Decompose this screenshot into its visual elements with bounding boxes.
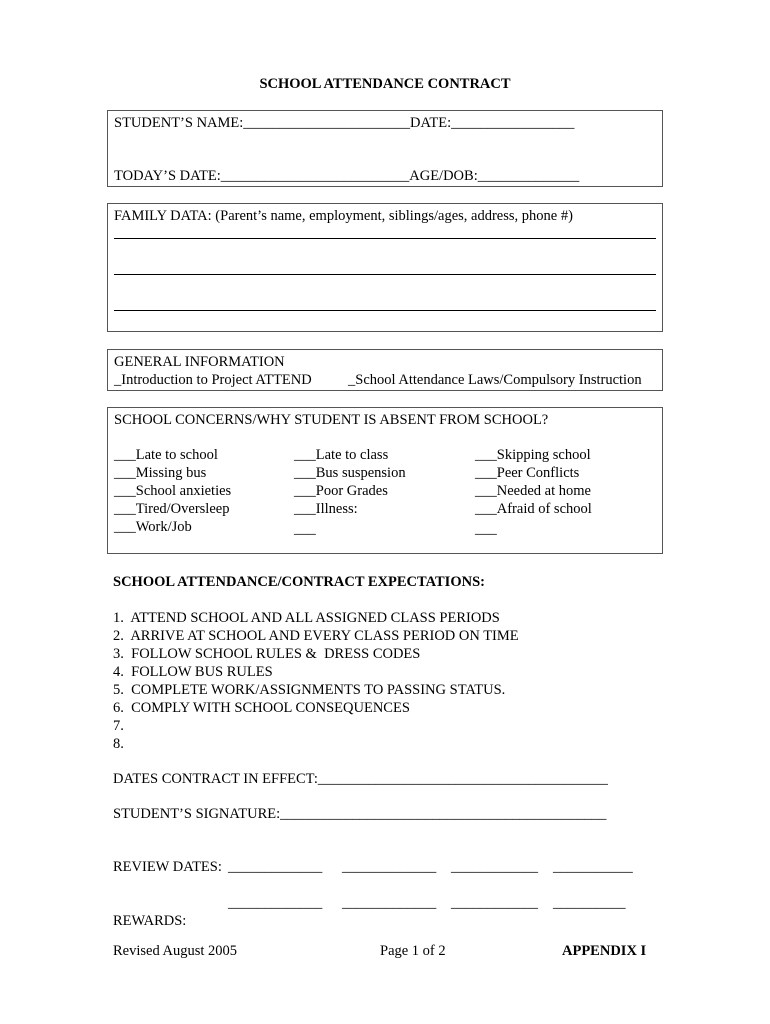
form-title: SCHOOL ATTENDANCE CONTRACT xyxy=(259,76,511,92)
concern-item[interactable]: ___Skipping school xyxy=(475,447,591,463)
concerns-heading: SCHOOL CONCERNS/WHY STUDENT IS ABSENT FROM SCHOOL? xyxy=(114,412,549,428)
review-date-field[interactable]: _____________ xyxy=(228,859,323,875)
expectation-item[interactable]: 7. xyxy=(113,718,124,734)
general-info-box xyxy=(107,349,663,391)
concern-item[interactable]: ___Afraid of school xyxy=(475,501,592,517)
page-number: Page 1 of 2 xyxy=(380,943,446,959)
dates-contract-in-effect[interactable]: DATES CONTRACT IN EFFECT:________________________________________ xyxy=(113,771,608,787)
review-date-field[interactable]: ____________ xyxy=(451,895,538,911)
family-line-2[interactable] xyxy=(114,274,656,275)
family-line-3[interactable] xyxy=(114,310,656,311)
revised-date: Revised August 2005 xyxy=(113,943,238,959)
concern-item[interactable]: ___Peer Conflicts xyxy=(475,465,580,481)
student-info-box xyxy=(107,110,663,187)
general-info-heading: GENERAL INFORMATION xyxy=(114,354,285,370)
todays-date-age-line[interactable]: TODAY’S DATE:__________________________AGE/DOB:______________ xyxy=(114,168,580,184)
concern-item[interactable]: ___Poor Grades xyxy=(294,483,388,499)
expectation-item: 4. FOLLOW BUS RULES xyxy=(113,664,273,680)
general-item-intro[interactable]: _Introduction to Project ATTEND xyxy=(114,372,312,388)
review-date-field[interactable]: _____________ xyxy=(342,895,437,911)
concern-item[interactable]: ___Illness: xyxy=(294,501,358,517)
family-data-box xyxy=(107,203,663,332)
review-date-field[interactable]: _____________ xyxy=(228,895,323,911)
school-concerns-box xyxy=(107,407,663,554)
expectation-item: 6. COMPLY WITH SCHOOL CONSEQUENCES xyxy=(113,700,410,716)
rewards-label: REWARDS: xyxy=(113,913,187,929)
general-item-laws[interactable]: _School Attendance Laws/Compulsory Instruction xyxy=(348,372,642,388)
concern-item[interactable]: ___Needed at home xyxy=(475,483,591,499)
family-data-label: FAMILY DATA: (Parent’s name, employment, siblings/ages, address, phone #) xyxy=(114,208,573,224)
concern-item[interactable]: ___School anxieties xyxy=(114,483,232,499)
expectation-item: 5. COMPLETE WORK/ASSIGNMENTS TO PASSING STATUS. xyxy=(113,682,506,698)
expectation-item[interactable]: 8. xyxy=(113,736,124,752)
review-date-field[interactable]: __________ xyxy=(553,895,626,911)
expectation-item: 1. ATTEND SCHOOL AND ALL ASSIGNED CLASS PERIODS xyxy=(113,610,500,626)
review-date-field[interactable]: _____________ xyxy=(342,859,437,875)
review-date-field[interactable]: ___________ xyxy=(553,859,633,875)
concern-item[interactable]: ___Late to school xyxy=(114,447,218,463)
concern-item[interactable]: ___Tired/Oversleep xyxy=(114,501,230,517)
concern-item[interactable]: ___Missing bus xyxy=(114,465,207,481)
concern-item[interactable]: ___Late to class xyxy=(294,447,389,463)
expectations-heading: SCHOOL ATTENDANCE/CONTRACT EXPECTATIONS: xyxy=(113,574,485,590)
expectation-item: 3. FOLLOW SCHOOL RULES & DRESS CODES xyxy=(113,646,421,662)
appendix-label: APPENDIX I xyxy=(562,943,647,959)
concern-item[interactable]: ___Bus suspension xyxy=(294,465,406,481)
review-date-field[interactable]: ____________ xyxy=(451,859,538,875)
concern-item[interactable]: ___ xyxy=(294,521,316,537)
expectation-item: 2. ARRIVE AT SCHOOL AND EVERY CLASS PERIOD ON TIME xyxy=(113,628,519,644)
concern-item[interactable]: ___Work/Job xyxy=(114,519,192,535)
review-dates-label: REVIEW DATES: xyxy=(113,859,222,875)
student-signature[interactable]: STUDENT’S SIGNATURE:_____________________________________________ xyxy=(113,806,607,822)
student-name-date-line[interactable]: STUDENT’S NAME:_______________________DATE:_________________ xyxy=(114,115,575,131)
concern-item[interactable]: ___ xyxy=(475,521,497,537)
family-line-1[interactable] xyxy=(114,238,656,239)
